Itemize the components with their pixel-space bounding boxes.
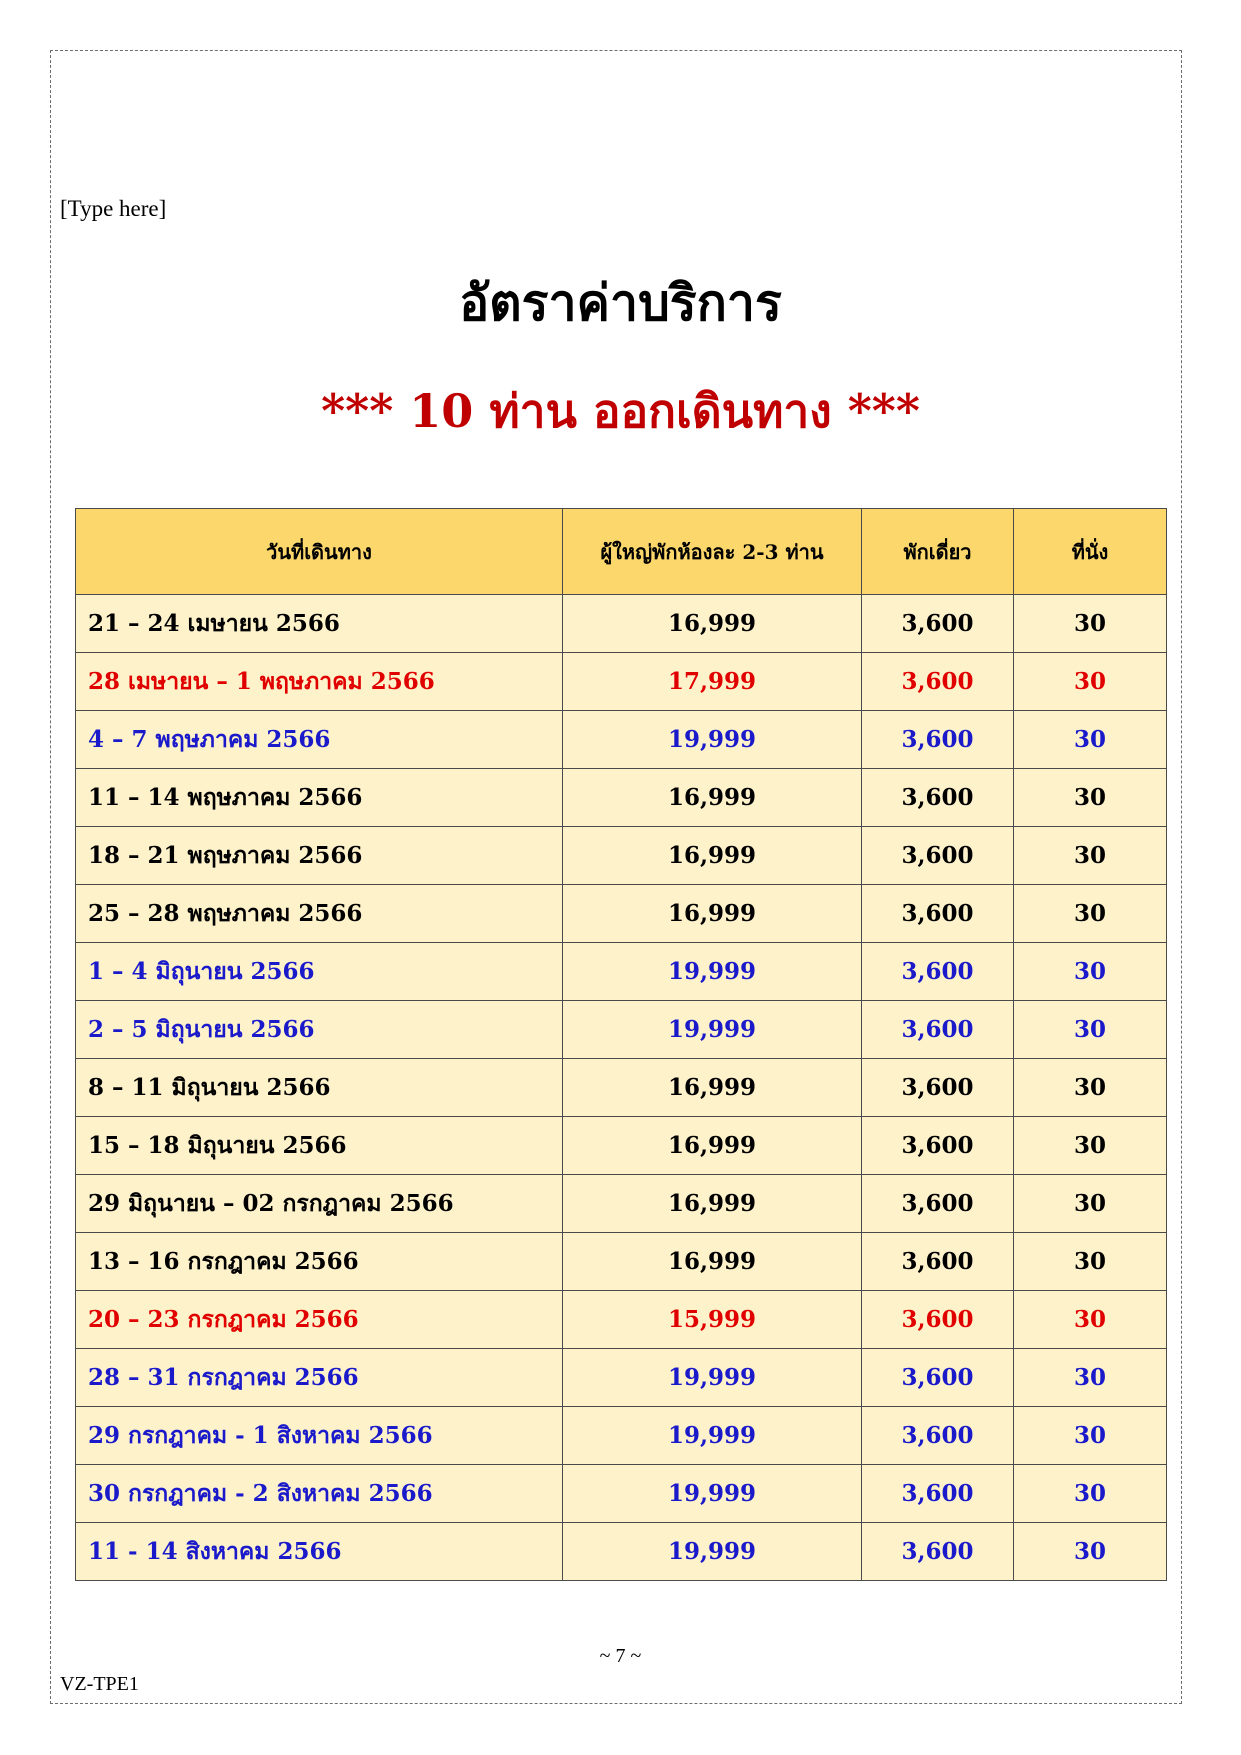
page-title: อัตราค่าบริการ — [459, 273, 782, 332]
seats-cell: 30 — [1014, 1349, 1167, 1407]
seats-cell: 30 — [1014, 1175, 1167, 1233]
footer-code: VZ-TPE1 — [60, 1673, 139, 1695]
single-supplement-cell: 3,600 — [862, 769, 1014, 827]
single-supplement-cell: 3,600 — [862, 1407, 1014, 1465]
travel-date-cell: 18 – 21 พฤษภาคม 2566 — [76, 827, 563, 885]
single-supplement-cell: 3,600 — [862, 1349, 1014, 1407]
adult-price-cell: 19,999 — [563, 943, 862, 1001]
column-header-travel-date: วันที่เดินทาง — [76, 509, 563, 595]
adult-price-cell: 16,999 — [563, 769, 862, 827]
single-supplement-cell: 3,600 — [862, 827, 1014, 885]
single-supplement-cell: 3,600 — [862, 1233, 1014, 1291]
table-header-row — [76, 509, 1167, 595]
single-supplement-cell: 3,600 — [862, 1523, 1014, 1581]
table-row — [76, 1291, 1167, 1349]
travel-date-cell: 29 กรกฎาคม - 1 สิงหาคม 2566 — [76, 1407, 563, 1465]
page-number: ~ 7 ~ — [599, 1645, 642, 1667]
single-supplement-cell: 3,600 — [862, 653, 1014, 711]
single-supplement-cell: 3,600 — [862, 1117, 1014, 1175]
single-supplement-cell: 3,600 — [862, 885, 1014, 943]
table-row — [76, 885, 1167, 943]
travel-date-cell: 25 – 28 พฤษภาคม 2566 — [76, 885, 563, 943]
adult-price-cell: 19,999 — [563, 711, 862, 769]
single-supplement-cell: 3,600 — [862, 595, 1014, 653]
single-supplement-cell: 3,600 — [862, 1175, 1014, 1233]
travel-date-cell: 15 – 18 มิถุนายน 2566 — [76, 1117, 563, 1175]
table-row — [76, 1407, 1167, 1465]
table-row — [76, 943, 1167, 1001]
seats-cell: 30 — [1014, 1233, 1167, 1291]
travel-date-cell: 28 เมษายน – 1 พฤษภาคม 2566 — [76, 653, 563, 711]
table-row — [76, 711, 1167, 769]
seats-cell: 30 — [1014, 885, 1167, 943]
table-row — [76, 1059, 1167, 1117]
page-subtitle: *** 10 ท่าน ออกเดินทาง *** — [321, 384, 920, 438]
adult-price-cell: 16,999 — [563, 1233, 862, 1291]
adult-price-cell: 19,999 — [563, 1001, 862, 1059]
travel-date-cell: 30 กรกฎาคม - 2 สิงหาคม 2566 — [76, 1465, 563, 1523]
seats-cell: 30 — [1014, 1059, 1167, 1117]
rates-table-body — [76, 595, 1167, 1581]
seats-cell: 30 — [1014, 1465, 1167, 1523]
header-placeholder[interactable]: [Type here] — [60, 196, 167, 221]
travel-date-cell: 1 – 4 มิถุนายน 2566 — [76, 943, 563, 1001]
single-supplement-cell: 3,600 — [862, 1059, 1014, 1117]
adult-price-cell: 16,999 — [563, 1117, 862, 1175]
adult-price-cell: 16,999 — [563, 827, 862, 885]
seats-cell: 30 — [1014, 943, 1167, 1001]
table-row — [76, 595, 1167, 653]
single-supplement-cell: 3,600 — [862, 1465, 1014, 1523]
travel-date-cell: 11 - 14 สิงหาคม 2566 — [76, 1523, 563, 1581]
seats-cell: 30 — [1014, 1291, 1167, 1349]
travel-date-cell: 8 – 11 มิถุนายน 2566 — [76, 1059, 563, 1117]
table-row — [76, 653, 1167, 711]
table-row — [76, 1001, 1167, 1059]
travel-date-cell: 28 – 31 กรกฎาคม 2566 — [76, 1349, 563, 1407]
adult-price-cell: 19,999 — [563, 1407, 862, 1465]
single-supplement-cell: 3,600 — [862, 711, 1014, 769]
seats-cell: 30 — [1014, 711, 1167, 769]
travel-date-cell: 20 – 23 กรกฎาคม 2566 — [76, 1291, 563, 1349]
adult-price-cell: 15,999 — [563, 1291, 862, 1349]
table-row — [76, 1233, 1167, 1291]
seats-cell: 30 — [1014, 1001, 1167, 1059]
adult-price-cell: 19,999 — [563, 1523, 862, 1581]
table-row — [76, 1117, 1167, 1175]
adult-price-cell: 19,999 — [563, 1349, 862, 1407]
single-supplement-cell: 3,600 — [862, 1291, 1014, 1349]
column-header-seats: ที่นั่ง — [1014, 509, 1167, 595]
single-supplement-cell: 3,600 — [862, 943, 1014, 1001]
single-supplement-cell: 3,600 — [862, 1001, 1014, 1059]
adult-price-cell: 16,999 — [563, 1059, 862, 1117]
travel-date-cell: 2 – 5 มิถุนายน 2566 — [76, 1001, 563, 1059]
table-row — [76, 1349, 1167, 1407]
column-header-single-supplement: พักเดี่ยว — [862, 509, 1014, 595]
column-header-adult-price: ผู้ใหญ่พักห้องละ 2-3 ท่าน — [563, 509, 862, 595]
table-row — [76, 1523, 1167, 1581]
table-row — [76, 1175, 1167, 1233]
seats-cell: 30 — [1014, 1117, 1167, 1175]
adult-price-cell: 17,999 — [563, 653, 862, 711]
travel-date-cell: 21 – 24 เมษายน 2566 — [76, 595, 563, 653]
table-row — [76, 827, 1167, 885]
table-row — [76, 1465, 1167, 1523]
travel-date-cell: 29 มิถุนายน – 02 กรกฎาคม 2566 — [76, 1175, 563, 1233]
travel-date-cell: 11 – 14 พฤษภาคม 2566 — [76, 769, 563, 827]
seats-cell: 30 — [1014, 769, 1167, 827]
travel-date-cell: 4 – 7 พฤษภาคม 2566 — [76, 711, 563, 769]
seats-cell: 30 — [1014, 1523, 1167, 1581]
seats-cell: 30 — [1014, 595, 1167, 653]
table-row — [76, 769, 1167, 827]
travel-date-cell: 13 – 16 กรกฎาคม 2566 — [76, 1233, 563, 1291]
seats-cell: 30 — [1014, 827, 1167, 885]
seats-cell: 30 — [1014, 653, 1167, 711]
rates-table — [75, 508, 1167, 1581]
adult-price-cell: 16,999 — [563, 885, 862, 943]
adult-price-cell: 19,999 — [563, 1465, 862, 1523]
adult-price-cell: 16,999 — [563, 1175, 862, 1233]
seats-cell: 30 — [1014, 1407, 1167, 1465]
adult-price-cell: 16,999 — [563, 595, 862, 653]
